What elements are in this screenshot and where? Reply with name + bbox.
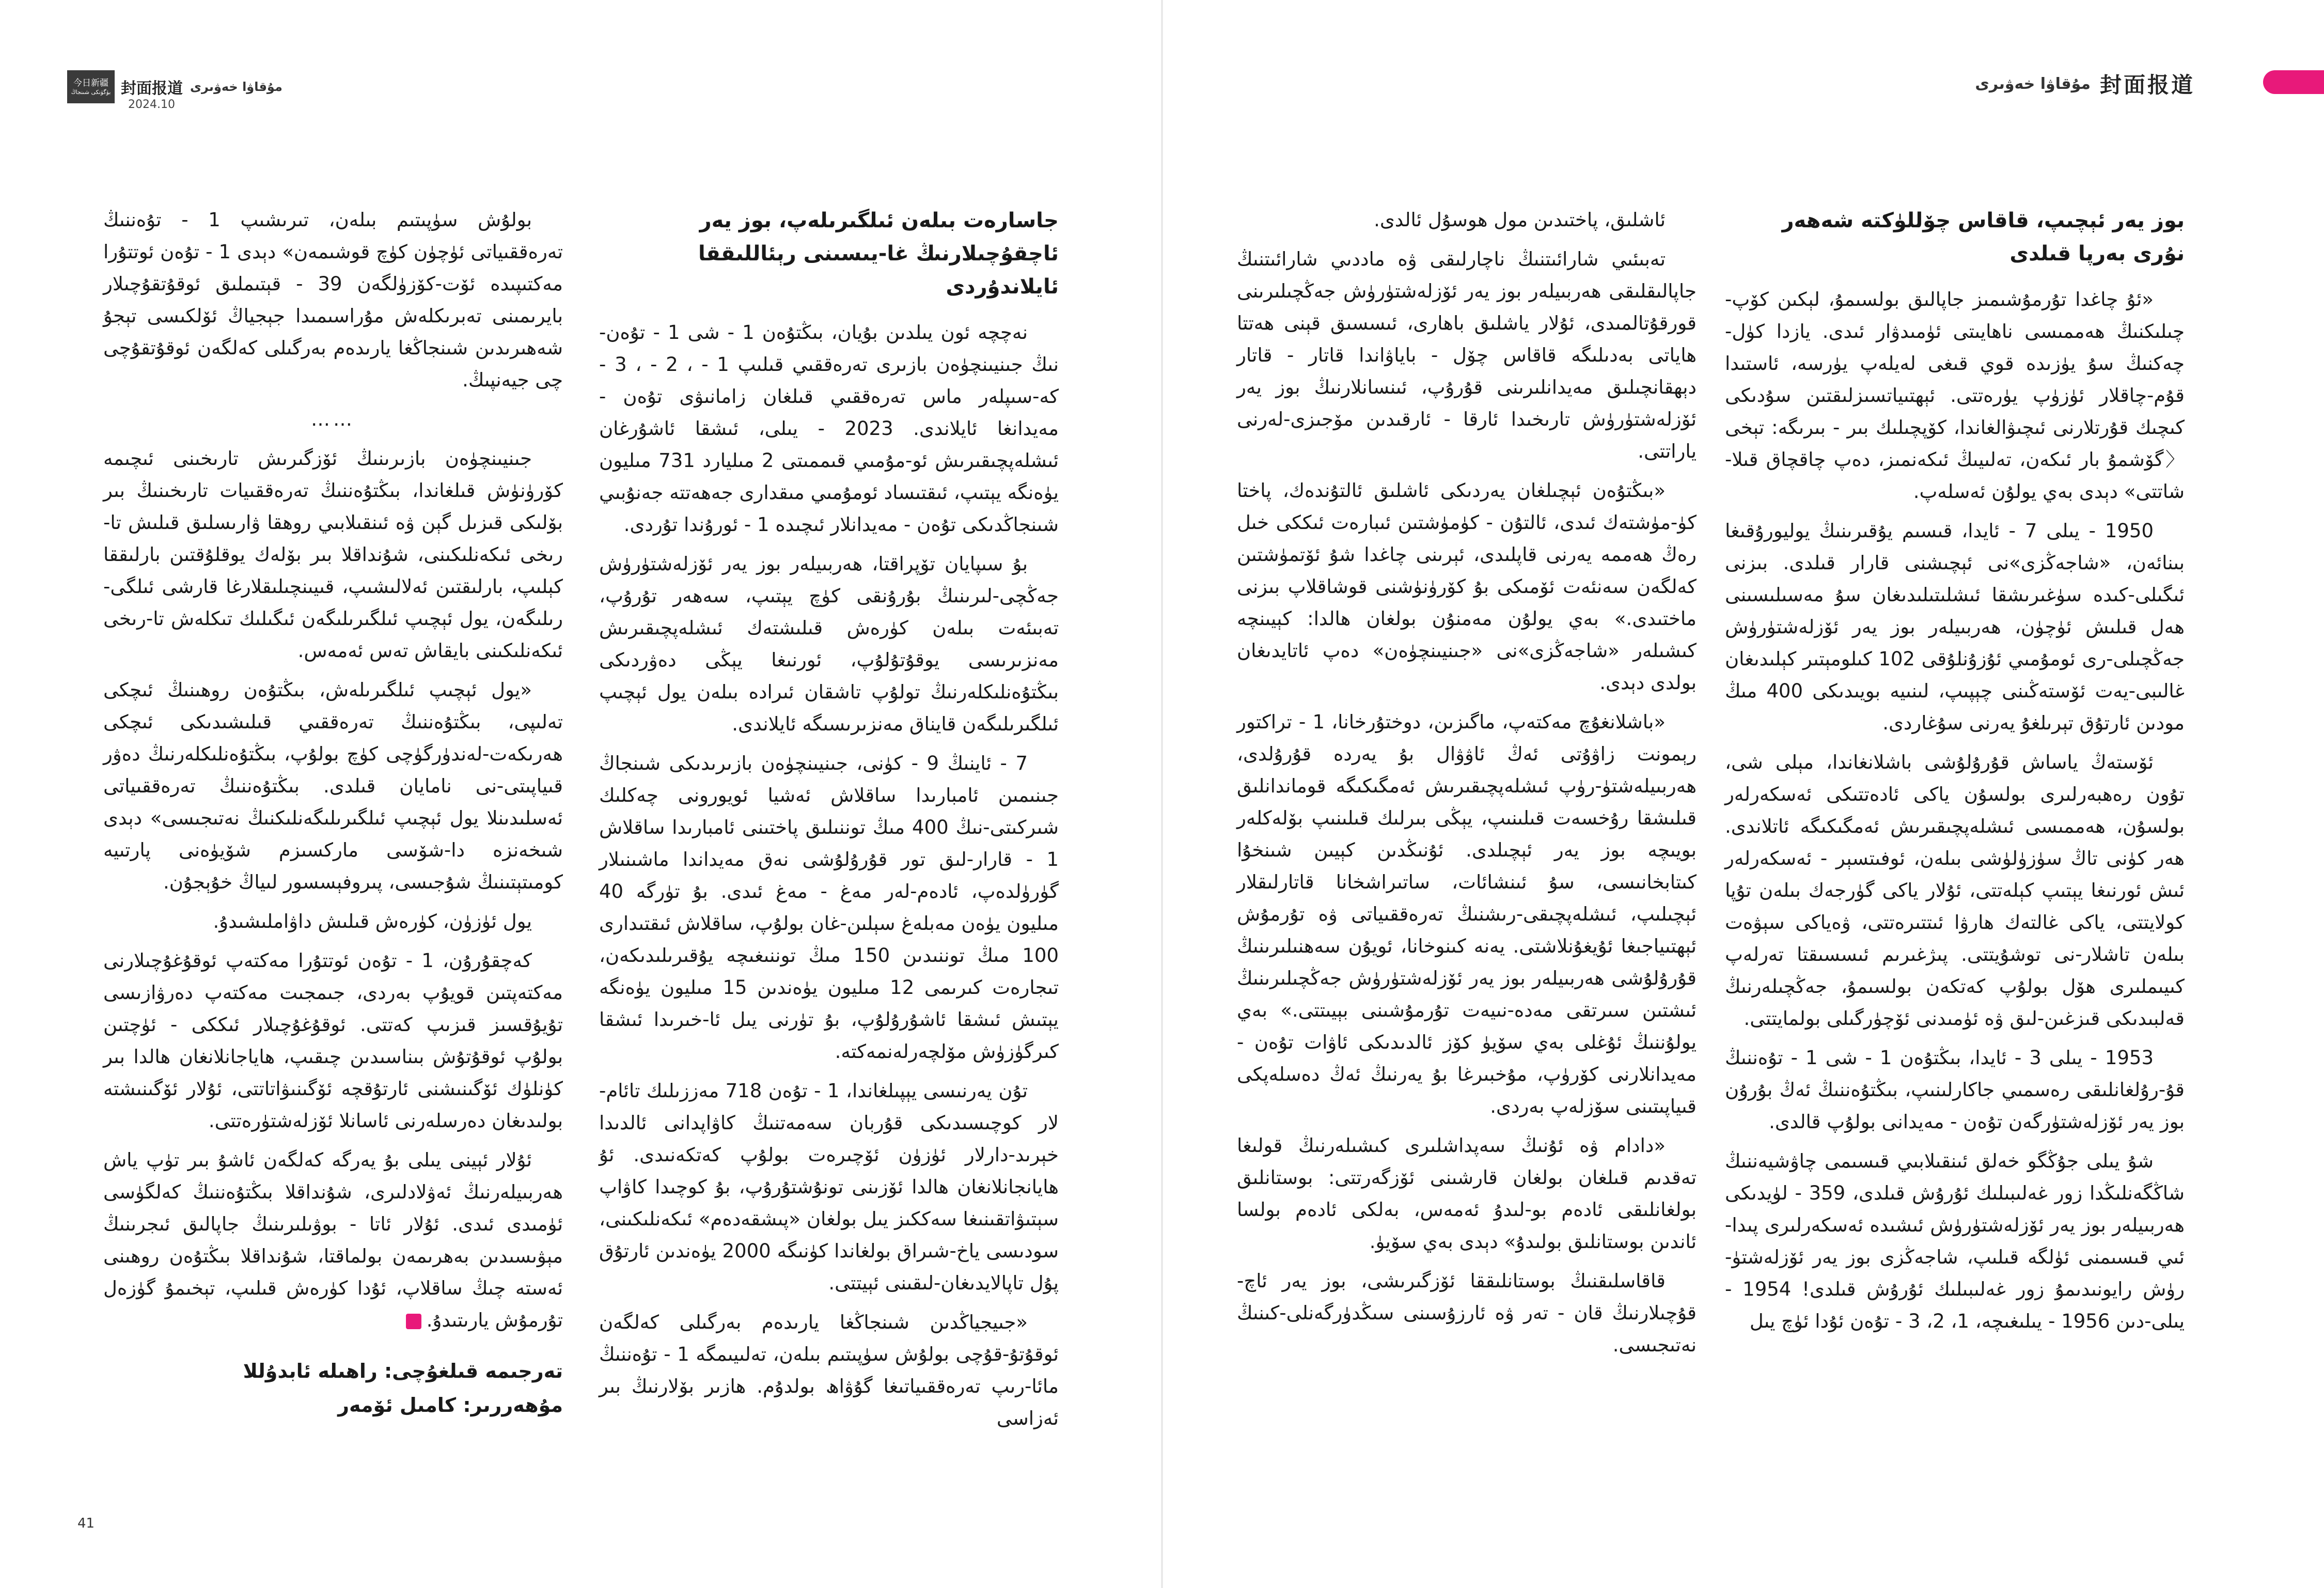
paragraph: تەبىئىي شارائىتنىڭ ناچارلىقى ۋە ماددىي شارائىتنىڭ جاپالىقلىقى ھەربىيلەر بوز يەر ئۆزلەشتۈرۈش جەڭچىلىرىنى قورقۇتالمىدى، ئۇلار ياشلىق باھارى، ئىسسىق قېنى ھەتتا ھاياتى بەدىلىگە قاقاس چۆل - باياۋاندا قاتار - قاتار دېھقانچىلىق مەيدانلىرىنى قۇرۇپ، ئىنسانلارنىڭ بوز يەر ئۆزلەشتۈرۈش تارىخىدا ئارقا - ئارقىدىن مۆجىزى-لەرنى ياراتتى. bbox=[1237, 248, 1697, 462]
right-page-header bbox=[1975, 68, 2195, 99]
section-break: …… bbox=[311, 408, 355, 430]
section-title-ug: مۇقاۋا خەۋىرى bbox=[1975, 74, 2091, 93]
paragraph-text: ئۇلار ئېينى يىلى بۇ يەرگە كەلگەن ئاشۇ بىر تۈپ ياش ھەربىيلەرنىڭ ئەۋلادلىرى، شۇنداقلا بىڭتۇەننىڭ كەلگۈسى ئۈمىدى ئىدى. ئۇلار ئاتا - بوۋىلىرىنىڭ جاپالىق ئىجرىنىڭ مېۋىسىدىن بەھرىمەن بولماقتا، شۇنداقلا بىڭتۇەن روھىنى ئەستە چىڭ ساقلاپ، ئۇدا كۈرەش قىلىپ، تېخىمۇ گۈزەل تۇرمۇش يارىتىدۇ. bbox=[103, 1149, 563, 1331]
paragraph: 1953 - يىلى 3 - ئايدا، بىڭتۇەن 1 - شى 1 - تۇەننىڭ قۇ-رۇلغانلىقى رەسمىي جاكارلىنىپ، بىڭتۇەننىڭ ئەڭ بۇرۇن بوز يەر ئۆزلەشتۈرگەن تۇەن - مەيدانى بولۇپ قالدى. bbox=[1725, 1047, 2185, 1133]
article-end-icon: L bbox=[406, 1314, 421, 1329]
article-column-3 bbox=[599, 204, 1059, 1442]
paragraph: بۇ سىپايان تۆپراقتا، ھەربىيلەر بوز يەر ئۆزلەشتۈرۈش جەڭچى-لىرىنىڭ بۇرۇنقى كۈچ يېتىپ، سەھەر تۇرۇپ، تەبىئەت بىلەن كۈرەش قىلىشتەك ئىشلەپچىقىرىش مەنزىرىسى يوقۇتۇلۇپ، ئورنىغا يېڭى دەۋردىكى بىڭتۇەنلىكلەرنىڭ تولۇپ تاشقان ئىرادە بىلەن يول ئېچىپ ئىلگىرىلىگەن قايناق مەنزىرىسىگە ئايلاندى. bbox=[599, 553, 1059, 735]
logo-line-ug: بۈگۈنكى شىنجاڭ bbox=[71, 88, 111, 96]
section-heading: بوز يەر ئېچىپ، قاقاس چۆللۈكتە شەھەر نۇرى بەرپا قىلدى bbox=[1782, 209, 2185, 266]
paragraph: جىنيىنچۈەن بازىرىنىڭ ئۆزگىرىش تارىخىنى ئىچىمە كۆرۈنۈش قىلغاندا، بىڭتۇەننىڭ تەرەققىيات تارىخىنىڭ بىر بۆلىكى قىزىل گېن ۋە ئىنقىلابىي روھقا ۋارىسلىق قىلىش تا-رىخى ئىكەنلىكىنى، شۇنداقلا بىر بۆلەك يوقلۇقتىن بارلىققا كېلىپ، بارلىقتىن ئەلالىشىپ، قىيىنچىلىقلارغا قارشى ئىلگى-رىلىگەن، يول ئېچىپ ئىلگىرىلىگەن ئىگىلىك تىكلەش تا-رىخى ئىكەنلىكىنى بايقاش تەس ئەمەس. bbox=[103, 447, 563, 662]
magazine-logo bbox=[67, 70, 115, 103]
paragraph: «باشلانغۇچ مەكتەپ، ماگىزىن، دوختۇرخانا، 1 - تراكتور رېمونت زاۋۇتى ئەڭ ئاۋۋال بۇ يەردە قۇرۇلدى، ھەربىيلەشتۈ-رۈپ ئىشلەپچىقىرىش ئەمگىكىگە قوماندانلىق قىلىشقا رۇخسەت قىلىنىپ، يېڭى بىرلىك قىلىنىپ بۆلەكلەر بويىچە بوز يەر ئېچىلدى. ئۇنىڭدىن كېيىن شىنخۇا كىتابخانىسى، سۇ ئىنشائات، ساتىراشخانا قاتارلىقلار ئېچىلىپ، ئىشلەپچىقى-رىشنىڭ تەرەققىياتى ۋە تۇرمۇش ئېھتىياجىغا ئۇيغۇنلاشتى. يەنە كىنوخانا، ئويۇن سەھنىلىرىنىڭ قۇرۇلۇشى ھەربىيلەر بوز يەر ئۆزلەشتۈرۈش جەڭچىلىرىنىڭ ئىشتىن سىرتقى مەدە-نىيەت تۇرمۇشىنى بېيىتتى.» بەي يولۇننىڭ ئۇغلى بەي سۆيۈ كۆز ئالدىدىكى ئاۋات تۇەن - مەيدانلارنى كۆرۈپ، مۇخبىرغا بۇ يەرنىڭ ئەڭ دەسلەپكى قىياپىتىنى سۆزلەپ بەردى. bbox=[1237, 711, 1697, 1117]
paragraph: «بىڭتۇەن ئېچىلغان يەردىكى ئاشلىق ئالتۇندەك، پاختا كۈ-مۈشتەك ئىدى، ئالتۇن - كۈمۈشتىن ئىبارەت ئىككى خىل رەڭ ھەممە يەرنى قاپلىدى، ئېرىنى چاغدا شۇ ئۆتمۈشتىن كەلگەن سەنئەت ئۆمىكى بۇ كۆرۈنۈشنى قوشاقلاپ بىزنى ماختىدى.» بەي يولۇن مەمنۇن بولغان ھالدا: كېيىنچە كىشىلەر «شاجەڭزى»نى «جىنيىنچۈەن» دەپ ئاتايدىغان بولدى دېدى. bbox=[1237, 479, 1697, 694]
paragraph: نەچچە ئون يىلدىن بۇيان، بىڭتۇەن 1 - شى 1 - تۇەن-نىڭ جىنيىنچۈەن بازىرى تەرەققىي قىلىپ 1 - ، 2 - ، 3 - كە-سىپلەر ماس تەرەققىي قىلغان زامانىۋى تۇەن - مەيدانغا ئايلاندى. 2023 - يىلى، ئىشقا ئاشۇرغان ئىشلەپچىقىرىش ئو-مۇمىي قىممىتى 2 مىليارد 731 مىليون يۈەنگە يېتىپ، ئىقتىساد ئومۇمىي مىقدارى جەھەتتە جەنۇبىي شىنجاڭدىكى تۇەن - مەيدانلار ئىچىدە 1 - ئورۇندا تۇردى. bbox=[599, 321, 1059, 536]
paragraph: قاقاسلىقنىڭ بوستانلىققا ئۆزگىرىشى، بوز يەر ئاچ-قۇچىلارنىڭ قان - تەر ۋە ئارزۇسىنى سىڭدۈرگەنلى-كىنىڭ نەتىجىسى. bbox=[1237, 1270, 1697, 1356]
paragraph: تۇن يەرنىسى يېپىلغاندا، 1 - تۇەن 718 مەززىلىك تائام-لار كوچىسىدىكى قۇربان سەمەتنىڭ كاۋاپدانى ئالدىدا خېرىد-دارلار ئۈزۈن ئۆچىرەت بولۇپ كەتكەنىدى. ئۇ ھايانجانلانغان ھالدا ئۆزىنى تونۇشتۇرۇپ، بۇ كوچىدا كاۋاپ سېتىۋاتقىنىغا سەككىز يىل بولغان «پىشقەدەم» ئىكەنلىكىنى، سودىسى ياخ-شىراق بولغاندا كۈنىگە 2000 يۈەندىن ئارتۇق پۇل تاپالايدىغان-لىقىنى ئېيتتى. bbox=[599, 1080, 1059, 1294]
paragraph: 1950 - يىلى 7 - ئايدا، قىسىم يۇقىرىنىڭ يوليورۇقىغا بىنائەن، «شاجەڭزى»نى ئېچىشنى قارار قىلدى. بىزنى ئىگىلى-كىدە سۈغىرىشقا ئىشلىتىلىدىغان سۇ مەسىلىسىنى ھەل قىلىش ئۈچۈن، ھەربىيلەر بوز يەر ئۆزلەشتۈرۈش جەڭچىلى-رى ئومۇمىي ئۇزۇنلۇقى 102 كىلومېتىر كېلىدىغان غالىبى-يەت ئۆستەڭىنى چېپىپ، لىنىيە بويىدىكى 400 مىڭ مودىن ئارتۇق تېرىلغۇ يەرنى سۇغاردى. bbox=[1725, 520, 2185, 734]
section-heading: جاسارەت بىلەن ئىلگىرىلەپ، بوز يەر ئاچقۇچىلارنىڭ غا-يىسىنى رېئاللىققا ئايلاندۇردى bbox=[698, 209, 1059, 299]
paragraph: كەچقۇرۇن، 1 - تۇەن ئوتتۇرا مەكتەپ ئوقۇغۇچىلارنى مەكتەپتىن قويۇپ بەردى، جىمجىت مەكتەپ دەرۋازىسى تۇيۇقسىز قىزىپ كەتتى. ئوقۇغۇچىلار ئىككى - ئۈچتىن بولۇپ ئوقۇتۇش بىناسىدىن چىقىپ، ھاياجانلانغان ھالدا بىر كۈنلۈك ئۆگىنىشنى ئارتۇقچە ئۆگىنىۋاتاتتى، ئۇلار ئۆگىنىشتە بولىدىغان دەرسلەرنى ئاسانلا ئۆزلەشتۈرەتتى. bbox=[103, 949, 563, 1132]
section-title-cn: 封面报道 bbox=[121, 80, 183, 98]
page-number-left: 41 bbox=[77, 1516, 95, 1531]
paragraph: ئۆستەڭ ياساش قۇرۇلۇشى باشلانغاندا، مېلى شى، تۇون رەھبەرلىرى بولسۇن ياكى ئادەتتىكى ئەسكەرلەر بولسۇن، ھەممىسى ئىشلەپچىقىرىش ئەمگىكىگە ئاتلاندى. ھەر كۈنى تاڭ سۈزۈلۈشى بىلەن، ئوفىتسېر - ئەسكەرلەر ئىش ئورنىغا يېتىپ كېلەتتى، ئۇلار ياكى گۈرجەك بىلەن تۇپا كولايتتى، ياكى غالتەك ھارۋا ئىتتىرەتتى، ۋەياكى سېۋەت بىلەن تاشلار-نى توشۇيتتى. پىژغىرىم ئىسسىقتا تەرلەپ كىيىملىرى ھۆل بولۇپ كەتكەن بولسىمۇ، جەڭچىلەرنىڭ قەلبىدىكى قىزغىن-لىق ۋە ئۈمىدنى ئۆچۈرگىلى بولمايتتى. bbox=[1725, 751, 2185, 1030]
paragraph: ئاشلىق، پاختىدىن مول ھوسۇل ئالدى. bbox=[1374, 209, 1666, 231]
paragraph: 7 - ئاينىڭ 9 - كۈنى، جىنيىنچۈەن بازىرىدىكى شىنجاڭ جىنىمىن ئامبارىدا ساقلاش ئەشيا ئويورونى چەكلىك شىركىتى-نىڭ 400 مىڭ توننىلىق پاختىنى ئامبارىدا ساقلاش 1 - قارار-لىق تور قۇرۇلۇشى نەق مەيداندا ماشىنىلار گۈرۈلدەپ، ئادەم-لەر مەغ - مەغ ئىدى. بۇ تۈرگە 40 مىليون يۈەن مەبلەغ سېلىن-غان بولۇپ، ساقلاش ئىقتىدارى 100 مىڭ توننىدىن 150 مىڭ توننىغىچە يۇقىرىلىدىكەن، تىجارەت كىرىمى 12 مىليون يۈەندىن 15 مىليون يۈەنگە يېتىش ئىشقا ئاشۇرۇلۇپ، بۇ تۈرنى يىل ئا-خىرىدا ئىشقا كىرگۈزۈش مۆلچەرلەنمەكتە. bbox=[599, 752, 1059, 1063]
article-column-1 bbox=[1725, 204, 2185, 1345]
paragraph: «ئۇ چاغدا تۇرمۇشىمىز جاپالىق بولسىمۇ، لېكىن كۆپ-چىلىكنىڭ ھەممىسى ناھايىتى ئۈمىدۋار ئىدى. يازدا كۈل-چەكنىڭ سۇ يۈزىدە قوي قىغى لەيلەپ يۈرسە، ئاستىدا قۇم-چاقلار ئۈزۈپ يۈرەتتى. ئېھتىياتسىزلىقتىن سۇدىكى كىچىك قۇرتلارنى ئىچىۋالغاندا، كۆپچىلىك بىر - بىرىگە: تېخى 〈گۆشمۇ بار ئىكەن، تەلىيىڭ ئىكەنمىز، دەپ چاقچاق قىلا-شاتتى» دېدى بەي يولۇن ئەسلەپ. bbox=[1725, 288, 2185, 503]
editor-credit: مۇھەررىر: كامىل ئۆمەر bbox=[338, 1394, 563, 1416]
article-column-4 bbox=[103, 204, 563, 1422]
article-column-2 bbox=[1237, 204, 1697, 1368]
paragraph bbox=[103, 1144, 563, 1336]
paragraph: شۇ يىلى جۇڭگو خەلق ئىنقىلابىي قىسىمى چاۋشيەننىڭ شاڭگەنلىڭدا زور غەلىبىلىك ئۇرۇش قىلدى، 359 - لۈيدىكى ھەربىيلەر بوز يەر ئۆزلەشتۈرۈش ئىشىدە ئەسكەرلىرى پىدا-ئىي قىسىمنى ئۈلگە قىلىپ، شاجەڭزى بوز يەر ئۆزلەشتۈ-رۈش رايونىدىمۇ زور غەلىبىلىك ئۇرۇش قىلدى! 1954 - يىلى-دىن 1956 - يىلىغىچە، 1، 2، 3 - تۇەن ئۇدا ئۈچ يىل bbox=[1725, 1150, 2185, 1332]
section-title-ug: مۇقاۋا خەۋىرى bbox=[190, 80, 282, 94]
paragraph: يول ئۈزۈن، كۈرەش قىلىش داۋاملىشىدۇ. bbox=[213, 910, 532, 932]
paragraph: «يول ئېچىپ ئىلگىرىلەش، بىڭتۇەن روھىنىڭ ئىچكى تەلىپى، بىڭتۇەننىڭ تەرەققىي قىلىشىدىكى ئىچكى ھەرىكەت-لەندۈرگۈچى كۈچ بولۇپ، بىڭتۇەنلىكلەرنىڭ دەۋر قىياپىتى-نى نامايان قىلدى. بىڭتۇەننىڭ تەرەققىياتى ئەسلىدىنلا يول ئېچىپ ئىلگىرىلىگەنلىكنىڭ نەتىجىسى» دېدى شىخەنزە دا-شۆسى ماركسىزم شۆيۈەنى پارتىيە كومىتېتىنىڭ شۇجىسى، پىروفېسسور لىياڭ خۇېجۇن. bbox=[103, 679, 563, 893]
section-title-cn: 封面报道 bbox=[2099, 72, 2195, 98]
paragraph: «دادام ۋە ئۇنىڭ سەپداشلىرى كىشىلەرنىڭ قولىغا تەقدىم قىلغان بولغان قارشىنى ئۆزگەرتتى: بوستانلىق بولغانلىقى ئادەم بو-لىدۇ ئەمەس، بەلكى ئادەم بولسا ئاندىن بوستانلىق بولىدۇ» دېدى بەي سۆيۈ. bbox=[1237, 1134, 1697, 1253]
paragraph: بولۇش سۈپىتىم بىلەن، تىرىشىپ 1 - تۇەننىڭ تەرەققىياتى ئۈچۈن كۈچ قوشىمەن» دېدى 1 - تۇەن ئوتتۇرا مەكتىپىدە ئۆت-كۆزۈلگەن 39 - قېتىملىق ئوقۇتقۇچىلار بايرىمىنى تەبرىكلەش مۇراسىمىدا جېجياڭ ئۆلكىسى تېجۇ شەھىرىدىن شىنجاڭغا يارىدەم بەرگىلى كەلگەن ئوقۇتقۇچى چى جيەنپىڭ. bbox=[103, 209, 563, 391]
paragraph: «جىيجياڭدىن شىنجاڭغا يارىدەم بەرگىلى كەلگەن ئوقۇتۇ-قۇچى بولۇش سۈپىتىم بىلەن، تەلىيىمگە 1 - تۇەننىڭ مائا-رىپ تەرەققىياتىغا گۇۋاھ بولدۇم. ھازىر بۆلارنىڭ بىر ئەزاسى bbox=[599, 1311, 1059, 1429]
translator-credit: تەرجىمە قىلغۇچى: راھىلە ئابدۇللا bbox=[243, 1360, 563, 1382]
section-color-tab bbox=[2263, 70, 2324, 94]
issue-date: 2024.10 bbox=[128, 98, 175, 111]
article-credits bbox=[103, 1354, 563, 1422]
logo-line-cn: 今日新疆 bbox=[73, 78, 108, 89]
